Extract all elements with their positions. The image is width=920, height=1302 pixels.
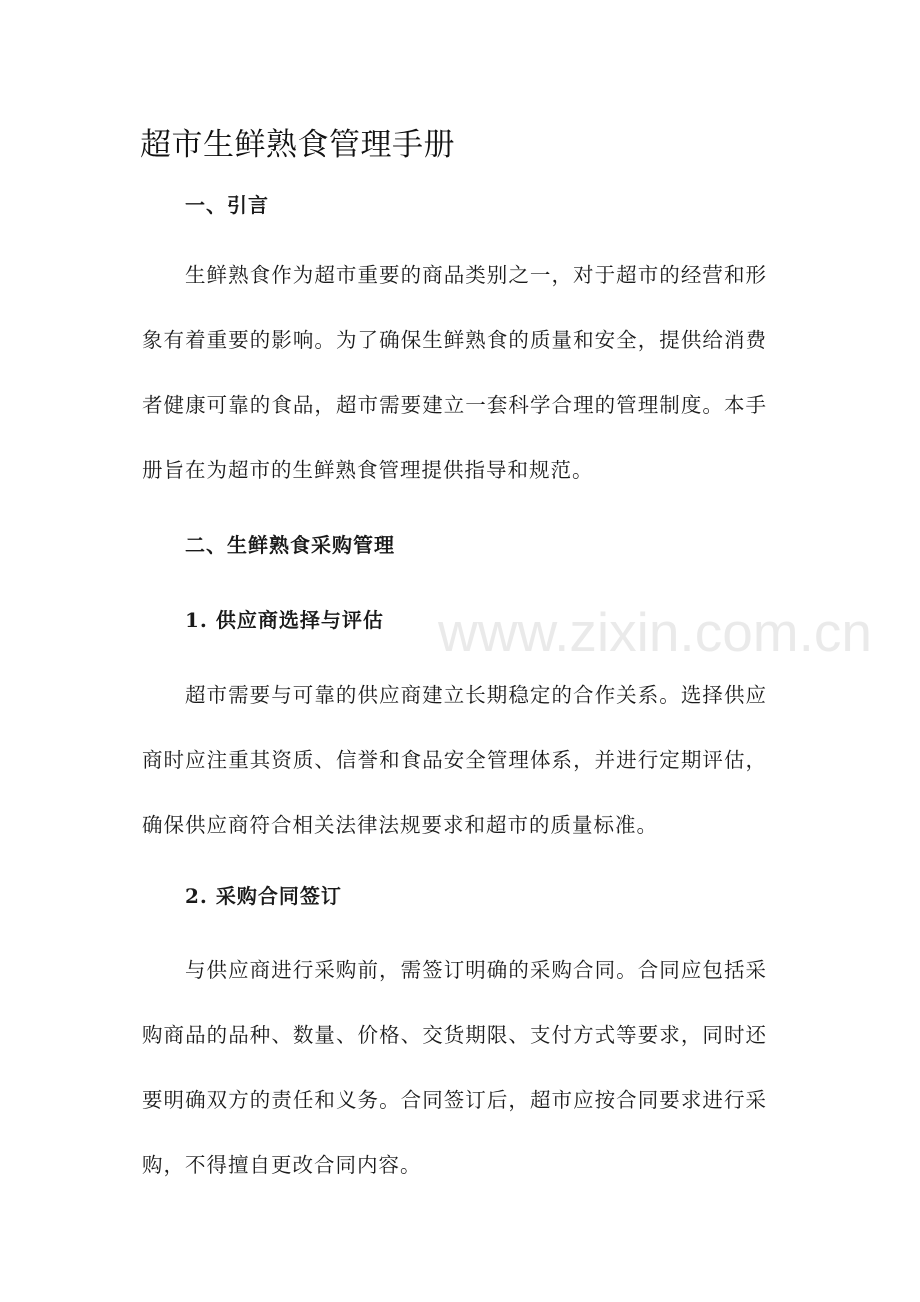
- document-title: 超市生鲜熟食管理手册: [140, 127, 455, 163]
- watermark: www.zixin.com.cn: [438, 601, 872, 663]
- introduction-paragraph: 生鲜熟食作为超市重要的商品类别之一，对于超市的经营和形象有着重要的影响。为了确保生鲜熟食的质量和安全，提供给消费者健康可靠的食品，超市需要建立一套科学合理的管理制度。本手册旨在为超市的生鲜熟食管理提供指导和规范。: [142, 263, 767, 482]
- contract-paragraph: 与供应商进行采购前，需签订明确的采购合同。合同应包括采购商品的品种、数量、价格、交货期限、支付方式等要求，同时还要明确双方的责任和义务。合同签订后，超市应按合同要求进行采购，不得擅自更改合同内容。: [142, 958, 767, 1177]
- subsection-heading-contract: 2. 采购合同签订: [185, 884, 342, 908]
- section-heading-introduction: 一、引言: [185, 193, 269, 217]
- subsection-heading-supplier: 1. 供应商选择与评估: [185, 608, 384, 632]
- supplier-paragraph: 超市需要与可靠的供应商建立长期稳定的合作关系。选择供应商时应注重其资质、信誉和食品安全管理体系，并进行定期评估，确保供应商符合相关法律法规要求和超市的质量标准。: [142, 683, 767, 837]
- section-heading-procurement: 二、生鲜熟食采购管理: [185, 533, 395, 557]
